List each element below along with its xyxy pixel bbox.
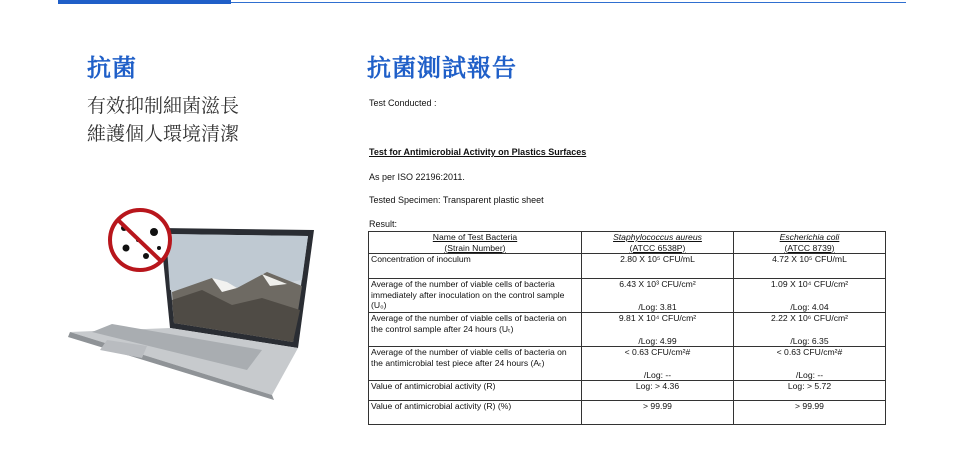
header-text: (ATCC 6538P) (629, 242, 686, 253)
row-value: 2.22 X 10⁶ CFU/cm² (770, 313, 849, 323)
report-title: 抗菌測試報告 (367, 54, 517, 82)
header-text: Staphylococcus aureus (613, 232, 702, 242)
section-title: 抗菌 (87, 54, 137, 82)
subtitle-line-1: 有效抑制細菌滋長 (87, 95, 240, 117)
row-log: /Log: 3.81 (638, 301, 677, 312)
table-row (369, 254, 886, 279)
header-text: (ATCC 8739) (784, 242, 835, 253)
row-value: 6.43 X 10³ CFU/cm² (619, 279, 696, 289)
table-row (369, 347, 886, 381)
row-value: < 0.63 CFU/cm²# (776, 347, 843, 357)
row-log: /Log: -- (643, 369, 672, 380)
header-text: Name of Test Bacteria (432, 232, 518, 242)
row-value: Log: > 4.36 (582, 381, 734, 401)
row-label: Average of the number of viable cells of bacteria on the control sample after 24 hours (Uₜ) (369, 313, 582, 347)
table-row (369, 381, 886, 401)
tested-specimen: Tested Specimen: Transparent plastic sheet (369, 195, 544, 205)
row-label: Value of antimicrobial activity (R) (369, 381, 582, 401)
row-value: < 0.63 CFU/cm²# (624, 347, 691, 357)
no-bacteria-icon (110, 210, 170, 270)
row-value: 4.72 X 10⁵ CFU/mL (734, 254, 886, 279)
row-value-cell (582, 313, 734, 347)
test-conducted-label: Test Conducted : (369, 98, 437, 108)
subtitle-line-2: 維護個人環境清潔 (87, 123, 240, 145)
row-label: Average of the number of viable cells of bacteria immediately after inoculation on the control sample (U₀) (369, 279, 582, 313)
row-value-cell (734, 279, 886, 313)
row-value: Log: > 5.72 (734, 381, 886, 401)
row-label: Average of the number of viable cells of bacteria on the antimicrobial test piece after 24 hours (Aₜ) (369, 347, 582, 381)
laptop-image (62, 200, 317, 400)
header-text: Escherichia coli (779, 232, 840, 242)
row-value-cell (734, 313, 886, 347)
result-label: Result: (369, 219, 398, 229)
row-value: 1.09 X 10⁴ CFU/cm² (770, 279, 849, 289)
row-value: > 99.99 (734, 401, 886, 425)
header-text: (Strain Number) (444, 242, 506, 253)
row-label: Concentration of inoculum (369, 254, 582, 279)
table-row (369, 401, 886, 425)
table-header-row (369, 232, 886, 254)
section-subtitle (87, 92, 239, 148)
header-cell-staph (582, 232, 734, 254)
row-value: > 99.99 (582, 401, 734, 425)
row-log: /Log: 4.04 (790, 301, 829, 312)
header-cell-ecoli (734, 232, 886, 254)
results-table (368, 231, 886, 425)
row-log: /Log: 4.99 (638, 335, 677, 346)
table-row (369, 313, 886, 347)
header-cell-bacteria (369, 232, 582, 254)
row-log: /Log: -- (795, 369, 824, 380)
row-value: 2.80 X 10⁵ CFU/mL (582, 254, 734, 279)
standard: As per ISO 22196:2011. (369, 172, 465, 182)
test-name: Test for Antimicrobial Activity on Plastics Surfaces (369, 147, 587, 157)
row-value-cell (582, 347, 734, 381)
header-accent-bar (58, 0, 231, 4)
row-value: 9.81 X 10⁴ CFU/cm² (618, 313, 697, 323)
row-value-cell (582, 279, 734, 313)
row-log: /Log: 6.35 (790, 335, 829, 346)
table-row (369, 279, 886, 313)
row-label: Value of antimicrobial activity (R) (%) (369, 401, 582, 425)
row-value-cell (734, 347, 886, 381)
